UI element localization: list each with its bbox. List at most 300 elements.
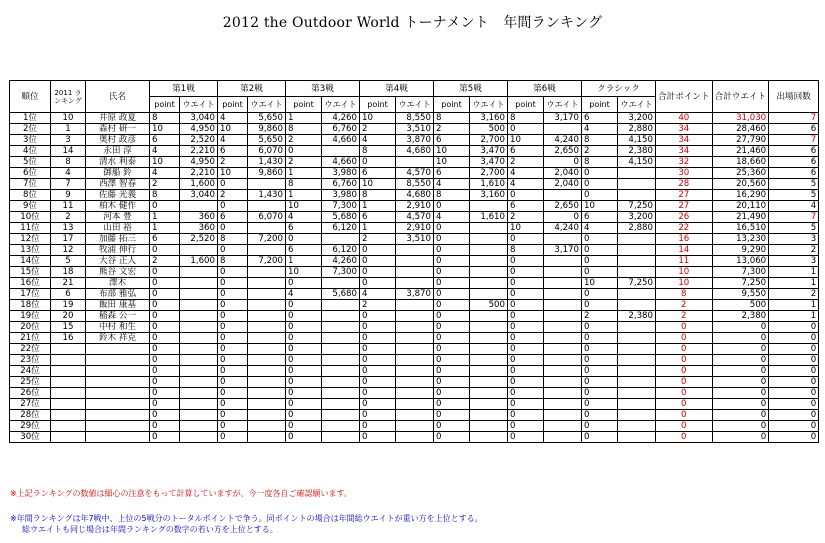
point-cell: 0 bbox=[508, 432, 544, 443]
total-point-cell: 0 bbox=[656, 432, 713, 443]
point-cell: 0 bbox=[150, 377, 180, 388]
total-point-cell: 27 bbox=[656, 201, 713, 212]
table-row bbox=[10, 212, 819, 223]
point-cell: 0 bbox=[508, 410, 544, 421]
total-point-cell: 34 bbox=[656, 135, 713, 146]
weight-cell: 7,250 bbox=[618, 278, 656, 289]
point-cell: 0 bbox=[508, 333, 544, 344]
point-cell: 2 bbox=[508, 212, 544, 223]
weight-cell bbox=[322, 322, 360, 333]
table-row bbox=[10, 124, 819, 135]
point-cell: 0 bbox=[434, 300, 470, 311]
name-cell: 永田 淳 bbox=[86, 146, 150, 157]
appearances-cell: 1 bbox=[769, 311, 819, 322]
point-cell: 0 bbox=[508, 300, 544, 311]
total-point-cell: 10 bbox=[656, 278, 713, 289]
point-cell: 0 bbox=[218, 366, 248, 377]
point-cell: 0 bbox=[150, 267, 180, 278]
weight-cell: 2,910 bbox=[396, 223, 434, 234]
point-cell: 0 bbox=[508, 366, 544, 377]
appearances-cell: 0 bbox=[769, 377, 819, 388]
total-weight-cell: 13,230 bbox=[712, 234, 769, 245]
total-weight-cell: 0 bbox=[712, 410, 769, 421]
weight-cell: 2,040 bbox=[544, 168, 582, 179]
rank-cell: 16位 bbox=[10, 278, 51, 289]
point-cell: 0 bbox=[218, 410, 248, 421]
point-cell: 0 bbox=[360, 399, 396, 410]
weight-cell bbox=[618, 344, 656, 355]
weight-cell bbox=[248, 223, 286, 234]
weight-cell bbox=[322, 388, 360, 399]
weight-cell bbox=[618, 245, 656, 256]
weight-cell bbox=[248, 267, 286, 278]
point-cell: 0 bbox=[360, 322, 396, 333]
weight-cell bbox=[618, 421, 656, 432]
name-cell: 西澤 智春 bbox=[86, 179, 150, 190]
point-cell: 0 bbox=[286, 432, 322, 443]
table-row bbox=[10, 245, 819, 256]
weight-cell bbox=[618, 289, 656, 300]
weight-cell bbox=[618, 388, 656, 399]
point-cell: 0 bbox=[434, 289, 470, 300]
weight-cell bbox=[470, 410, 508, 421]
point-cell: 0 bbox=[434, 344, 470, 355]
point-cell: 4 bbox=[218, 113, 248, 124]
point-cell: 0 bbox=[434, 366, 470, 377]
point-cell: 0 bbox=[286, 322, 322, 333]
table-row bbox=[10, 223, 819, 234]
point-cell: 0 bbox=[150, 432, 180, 443]
name-cell: 清水 利泰 bbox=[86, 157, 150, 168]
table-row bbox=[10, 366, 819, 377]
table-row bbox=[10, 432, 819, 443]
header-weight: ウエイト bbox=[618, 97, 656, 113]
point-cell: 4 bbox=[286, 212, 322, 223]
name-cell: 河本 豊 bbox=[86, 212, 150, 223]
point-cell: 8 bbox=[508, 113, 544, 124]
point-cell: 0 bbox=[508, 311, 544, 322]
appearances-cell: 0 bbox=[769, 421, 819, 432]
weight-cell bbox=[618, 300, 656, 311]
point-cell: 0 bbox=[582, 190, 618, 201]
point-cell: 2 bbox=[150, 256, 180, 267]
weight-cell: 2,880 bbox=[618, 223, 656, 234]
point-cell: 0 bbox=[360, 157, 396, 168]
point-cell: 0 bbox=[434, 278, 470, 289]
point-cell: 0 bbox=[582, 322, 618, 333]
point-cell: 4 bbox=[218, 135, 248, 146]
table-row bbox=[10, 388, 819, 399]
point-cell: 0 bbox=[508, 388, 544, 399]
point-cell: 8 bbox=[360, 146, 396, 157]
prev-rank-cell: 19 bbox=[51, 300, 86, 311]
total-weight-cell: 25,360 bbox=[712, 168, 769, 179]
point-cell: 0 bbox=[286, 344, 322, 355]
weight-cell: 2,380 bbox=[618, 311, 656, 322]
point-cell: 0 bbox=[582, 377, 618, 388]
weight-cell: 3,980 bbox=[322, 190, 360, 201]
name-cell bbox=[86, 366, 150, 377]
appearances-cell: 6 bbox=[769, 146, 819, 157]
point-cell: 0 bbox=[508, 124, 544, 135]
point-cell: 0 bbox=[218, 322, 248, 333]
weight-cell bbox=[396, 245, 434, 256]
point-cell: 0 bbox=[434, 333, 470, 344]
weight-cell bbox=[544, 410, 582, 421]
point-cell: 8 bbox=[434, 113, 470, 124]
total-point-cell: 40 bbox=[656, 113, 713, 124]
total-point-cell: 8 bbox=[656, 289, 713, 300]
weight-cell: 4,570 bbox=[396, 168, 434, 179]
weight-cell: 3,200 bbox=[618, 113, 656, 124]
point-cell: 0 bbox=[218, 278, 248, 289]
weight-cell bbox=[470, 366, 508, 377]
point-cell: 0 bbox=[582, 256, 618, 267]
total-weight-cell: 500 bbox=[712, 300, 769, 311]
weight-cell: 1,430 bbox=[248, 190, 286, 201]
weight-cell: 1,600 bbox=[180, 256, 218, 267]
header-event-4: 第4戦 bbox=[360, 81, 434, 97]
weight-cell bbox=[322, 278, 360, 289]
weight-cell bbox=[544, 355, 582, 366]
name-cell: 中村 和生 bbox=[86, 322, 150, 333]
weight-cell bbox=[544, 234, 582, 245]
point-cell: 0 bbox=[218, 377, 248, 388]
prev-rank-cell: 1 bbox=[51, 124, 86, 135]
point-cell: 0 bbox=[582, 333, 618, 344]
point-cell: 4 bbox=[582, 124, 618, 135]
total-point-cell: 0 bbox=[656, 388, 713, 399]
weight-cell bbox=[544, 190, 582, 201]
weight-cell bbox=[248, 245, 286, 256]
weight-cell bbox=[470, 333, 508, 344]
point-cell: 10 bbox=[434, 157, 470, 168]
point-cell: 1 bbox=[360, 223, 396, 234]
prev-rank-cell: 15 bbox=[51, 322, 86, 333]
point-cell: 0 bbox=[582, 267, 618, 278]
weight-cell: 3,170 bbox=[544, 113, 582, 124]
point-cell: 0 bbox=[218, 289, 248, 300]
point-cell: 6 bbox=[150, 135, 180, 146]
point-cell: 4 bbox=[434, 212, 470, 223]
name-cell: 鈴木 祥克 bbox=[86, 333, 150, 344]
total-point-cell: 30 bbox=[656, 168, 713, 179]
rank-cell: 23位 bbox=[10, 355, 51, 366]
weight-cell: 500 bbox=[470, 300, 508, 311]
weight-cell: 4,680 bbox=[396, 190, 434, 201]
total-point-cell: 28 bbox=[656, 179, 713, 190]
weight-cell bbox=[180, 333, 218, 344]
point-cell: 0 bbox=[360, 333, 396, 344]
weight-cell bbox=[180, 432, 218, 443]
weight-cell bbox=[180, 278, 218, 289]
point-cell: 8 bbox=[360, 190, 396, 201]
weight-cell bbox=[248, 377, 286, 388]
appearances-cell: 5 bbox=[769, 179, 819, 190]
weight-cell bbox=[248, 278, 286, 289]
weight-cell: 6,070 bbox=[248, 146, 286, 157]
weight-cell: 7,200 bbox=[248, 234, 286, 245]
rank-cell: 19位 bbox=[10, 311, 51, 322]
rank-cell: 24位 bbox=[10, 366, 51, 377]
weight-cell bbox=[248, 311, 286, 322]
point-cell: 0 bbox=[434, 421, 470, 432]
point-cell: 0 bbox=[218, 300, 248, 311]
point-cell: 0 bbox=[218, 344, 248, 355]
point-cell: 0 bbox=[582, 179, 618, 190]
point-cell: 0 bbox=[582, 300, 618, 311]
point-cell: 0 bbox=[286, 146, 322, 157]
appearances-cell: 6 bbox=[769, 124, 819, 135]
point-cell: 0 bbox=[150, 399, 180, 410]
weight-cell: 1,610 bbox=[470, 212, 508, 223]
weight-cell bbox=[322, 366, 360, 377]
weight-cell bbox=[470, 234, 508, 245]
point-cell: 0 bbox=[150, 366, 180, 377]
table-row bbox=[10, 113, 819, 124]
prev-rank-cell: 5 bbox=[51, 256, 86, 267]
total-weight-cell: 0 bbox=[712, 322, 769, 333]
rank-cell: 17位 bbox=[10, 289, 51, 300]
weight-cell: 5,650 bbox=[248, 113, 286, 124]
name-cell bbox=[86, 388, 150, 399]
weight-cell bbox=[396, 267, 434, 278]
table-row bbox=[10, 333, 819, 344]
point-cell: 0 bbox=[360, 355, 396, 366]
weight-cell bbox=[544, 124, 582, 135]
point-cell: 0 bbox=[508, 289, 544, 300]
weight-cell: 4,150 bbox=[618, 157, 656, 168]
point-cell: 6 bbox=[150, 234, 180, 245]
weight-cell: 3,870 bbox=[396, 135, 434, 146]
weight-cell bbox=[544, 388, 582, 399]
point-cell: 2 bbox=[218, 190, 248, 201]
table-row bbox=[10, 135, 819, 146]
point-cell: 0 bbox=[360, 432, 396, 443]
point-cell: 0 bbox=[286, 366, 322, 377]
point-cell: 8 bbox=[286, 124, 322, 135]
weight-cell bbox=[544, 421, 582, 432]
point-cell: 2 bbox=[582, 146, 618, 157]
table-row bbox=[10, 201, 819, 212]
point-cell: 10 bbox=[360, 179, 396, 190]
weight-cell bbox=[618, 179, 656, 190]
appearances-cell: 6 bbox=[769, 168, 819, 179]
point-cell: 0 bbox=[150, 333, 180, 344]
header-event-6: 第6戦 bbox=[508, 81, 582, 97]
point-cell: 0 bbox=[286, 300, 322, 311]
header-point: point bbox=[218, 97, 248, 113]
rank-cell: 12位 bbox=[10, 234, 51, 245]
header-event-classic: クラシック bbox=[582, 81, 656, 97]
weight-cell: 2,040 bbox=[544, 179, 582, 190]
weight-cell: 3,160 bbox=[470, 113, 508, 124]
weight-cell: 2,520 bbox=[180, 234, 218, 245]
table-row bbox=[10, 190, 819, 201]
appearances-cell: 3 bbox=[769, 234, 819, 245]
calc-disclaimer-note: ※上記ランキングの数値は細心の注意をもって計算していますが、今一度各自ご確認願います。 bbox=[10, 489, 352, 498]
weight-cell: 3,040 bbox=[180, 190, 218, 201]
appearances-cell: 4 bbox=[769, 201, 819, 212]
weight-cell bbox=[470, 289, 508, 300]
name-cell bbox=[86, 344, 150, 355]
point-cell: 10 bbox=[360, 113, 396, 124]
weight-cell: 9,860 bbox=[248, 124, 286, 135]
point-cell: 1 bbox=[150, 223, 180, 234]
total-point-cell: 22 bbox=[656, 223, 713, 234]
weight-cell bbox=[180, 300, 218, 311]
weight-cell bbox=[180, 201, 218, 212]
point-cell: 4 bbox=[150, 168, 180, 179]
weight-cell: 4,240 bbox=[544, 135, 582, 146]
point-cell: 4 bbox=[360, 135, 396, 146]
appearances-cell: 0 bbox=[769, 322, 819, 333]
weight-cell bbox=[544, 399, 582, 410]
name-cell: 澤木 bbox=[86, 278, 150, 289]
total-weight-cell: 2,380 bbox=[712, 311, 769, 322]
point-cell: 8 bbox=[150, 113, 180, 124]
weight-cell bbox=[322, 377, 360, 388]
weight-cell: 3,980 bbox=[322, 168, 360, 179]
point-cell: 0 bbox=[218, 388, 248, 399]
point-cell: 2 bbox=[434, 124, 470, 135]
point-cell: 6 bbox=[582, 113, 618, 124]
total-weight-cell: 0 bbox=[712, 399, 769, 410]
prev-rank-cell: 14 bbox=[51, 146, 86, 157]
table-row bbox=[10, 256, 819, 267]
point-cell: 0 bbox=[150, 410, 180, 421]
name-cell: 井原 政夏 bbox=[86, 113, 150, 124]
weight-cell: 1,430 bbox=[248, 157, 286, 168]
rank-cell: 3位 bbox=[10, 135, 51, 146]
header-event-5: 第5戦 bbox=[434, 81, 508, 97]
point-cell: 0 bbox=[508, 399, 544, 410]
weight-cell: 3,870 bbox=[396, 289, 434, 300]
weight-cell bbox=[180, 377, 218, 388]
prev-rank-cell bbox=[51, 388, 86, 399]
name-cell: 森村 研一 bbox=[86, 124, 150, 135]
prev-rank-cell: 7 bbox=[51, 179, 86, 190]
point-cell: 0 bbox=[150, 388, 180, 399]
point-cell: 0 bbox=[582, 366, 618, 377]
weight-cell: 6,760 bbox=[322, 124, 360, 135]
weight-cell: 3,470 bbox=[470, 157, 508, 168]
weight-cell: 6,070 bbox=[248, 212, 286, 223]
weight-cell: 4,660 bbox=[322, 135, 360, 146]
prev-rank-cell: 9 bbox=[51, 190, 86, 201]
point-cell: 0 bbox=[508, 234, 544, 245]
total-weight-cell: 7,300 bbox=[712, 267, 769, 278]
total-weight-cell: 16,290 bbox=[712, 190, 769, 201]
ranking-table bbox=[9, 80, 819, 443]
point-cell: 0 bbox=[286, 410, 322, 421]
point-cell: 10 bbox=[508, 223, 544, 234]
weight-cell bbox=[544, 432, 582, 443]
total-weight-cell: 0 bbox=[712, 333, 769, 344]
weight-cell bbox=[544, 366, 582, 377]
point-cell: 0 bbox=[218, 355, 248, 366]
name-cell: 佐藤 光義 bbox=[86, 190, 150, 201]
point-cell: 0 bbox=[434, 267, 470, 278]
table-row bbox=[10, 377, 819, 388]
rank-cell: 27位 bbox=[10, 399, 51, 410]
point-cell: 4 bbox=[150, 146, 180, 157]
prev-rank-cell bbox=[51, 421, 86, 432]
point-cell: 6 bbox=[508, 146, 544, 157]
point-cell: 0 bbox=[434, 410, 470, 421]
header-event-3: 第3戦 bbox=[286, 81, 360, 97]
weight-cell: 5,680 bbox=[322, 289, 360, 300]
total-weight-cell: 31,030 bbox=[712, 113, 769, 124]
point-cell: 1 bbox=[150, 212, 180, 223]
point-cell: 0 bbox=[360, 377, 396, 388]
weight-cell bbox=[322, 432, 360, 443]
header-appearances: 出場回数 bbox=[769, 81, 819, 113]
weight-cell: 500 bbox=[470, 124, 508, 135]
point-cell: 10 bbox=[582, 278, 618, 289]
appearances-cell: 0 bbox=[769, 355, 819, 366]
rank-cell: 13位 bbox=[10, 245, 51, 256]
appearances-cell: 0 bbox=[769, 333, 819, 344]
point-cell: 0 bbox=[360, 388, 396, 399]
name-cell: 布部 雅弘 bbox=[86, 289, 150, 300]
point-cell: 0 bbox=[360, 311, 396, 322]
point-cell: 6 bbox=[434, 135, 470, 146]
appearances-cell: 1 bbox=[769, 278, 819, 289]
weight-cell: 360 bbox=[180, 212, 218, 223]
weight-cell bbox=[180, 388, 218, 399]
total-point-cell: 34 bbox=[656, 146, 713, 157]
weight-cell: 1,610 bbox=[470, 179, 508, 190]
total-point-cell: 0 bbox=[656, 355, 713, 366]
prev-rank-cell: 10 bbox=[51, 113, 86, 124]
weight-cell bbox=[618, 234, 656, 245]
prev-rank-cell: 6 bbox=[51, 289, 86, 300]
weight-cell: 2,650 bbox=[544, 146, 582, 157]
appearances-cell: 6 bbox=[769, 157, 819, 168]
appearances-cell: 0 bbox=[769, 399, 819, 410]
rank-cell: 28位 bbox=[10, 410, 51, 421]
table-row bbox=[10, 157, 819, 168]
name-cell bbox=[86, 399, 150, 410]
weight-cell bbox=[322, 234, 360, 245]
weight-cell bbox=[618, 168, 656, 179]
point-cell: 0 bbox=[218, 399, 248, 410]
weight-cell: 6,760 bbox=[322, 179, 360, 190]
point-cell: 0 bbox=[286, 355, 322, 366]
header-weight: ウエイト bbox=[544, 97, 582, 113]
point-cell: 0 bbox=[286, 399, 322, 410]
prev-rank-cell: 16 bbox=[51, 333, 86, 344]
total-weight-cell: 21,460 bbox=[712, 146, 769, 157]
ranking-rule-note bbox=[10, 513, 483, 535]
point-cell: 6 bbox=[286, 245, 322, 256]
rank-cell: 7位 bbox=[10, 179, 51, 190]
weight-cell: 7,300 bbox=[322, 201, 360, 212]
prev-rank-cell bbox=[51, 377, 86, 388]
prev-rank-cell: 20 bbox=[51, 311, 86, 322]
weight-cell bbox=[322, 410, 360, 421]
total-weight-cell: 9,290 bbox=[712, 245, 769, 256]
appearances-cell: 2 bbox=[769, 245, 819, 256]
name-cell: 熊谷 文宏 bbox=[86, 267, 150, 278]
total-point-cell: 0 bbox=[656, 377, 713, 388]
weight-cell bbox=[544, 300, 582, 311]
point-cell: 0 bbox=[582, 234, 618, 245]
point-cell: 2 bbox=[508, 157, 544, 168]
appearances-cell: 2 bbox=[769, 289, 819, 300]
point-cell: 0 bbox=[434, 322, 470, 333]
